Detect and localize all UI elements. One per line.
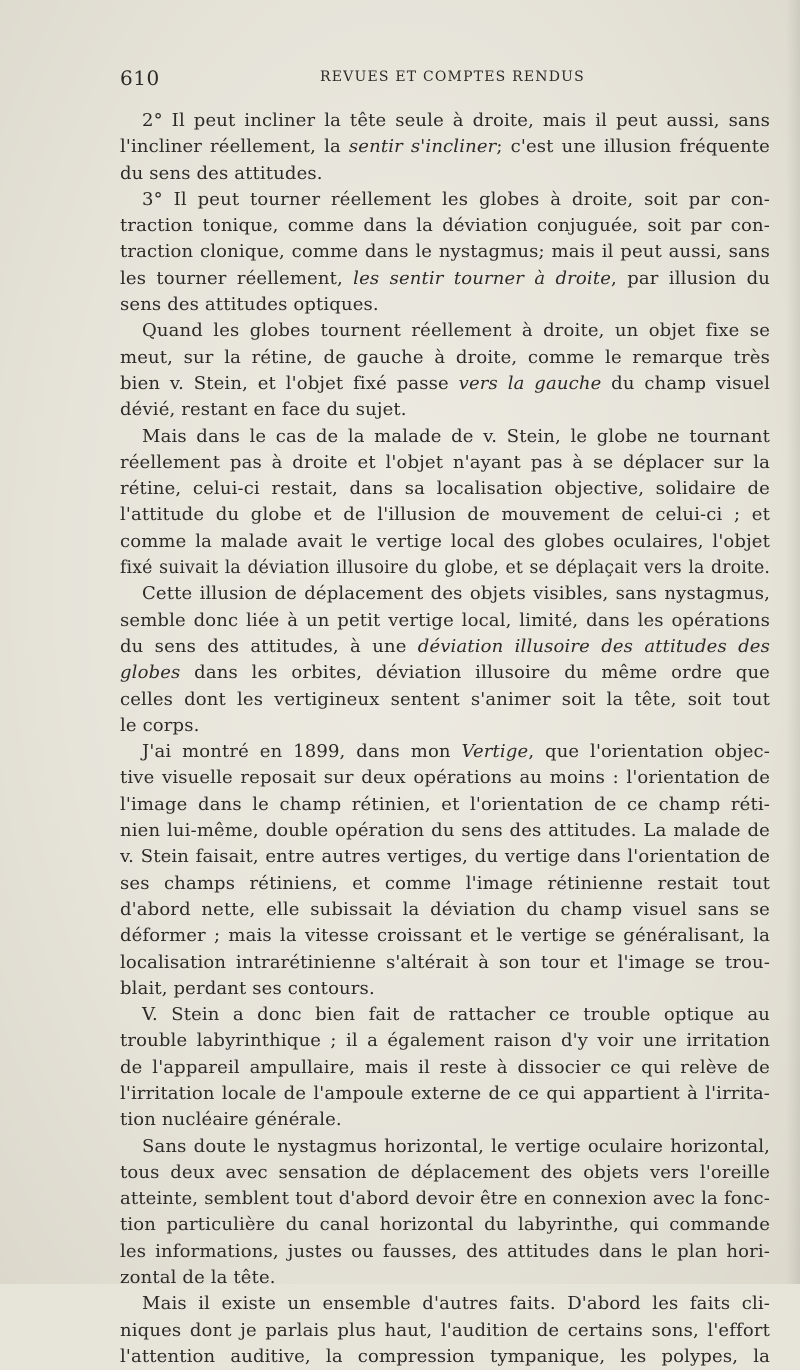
text-line: d'abord nette, elle subissait la déviation du champ visuel sans se	[120, 898, 770, 920]
text-line: traction clonique, comme dans le nystagmus; mais il peut aussi, sans	[120, 241, 770, 263]
text-line: Cette illusion de déplacement des objets visibles, sans nystagmus,	[142, 583, 770, 605]
page-header	[120, 66, 770, 92]
text-line: de l'appareil ampullaire, mais il reste à dissocier ce qui relève de	[120, 1056, 770, 1078]
text-line: du sens des attitudes.	[120, 162, 323, 184]
text-line: le corps.	[120, 714, 200, 736]
text-line: bien v. Stein, et l'objet fixé passe vers la gauche du champ visuel	[120, 372, 770, 394]
text-line: du sens des attitudes, à une déviation illusoire des attitudes des	[120, 635, 770, 657]
text-line: meut, sur la rétine, de gauche à droite, comme le remarque très	[120, 346, 770, 368]
italic-phrase: globes	[120, 662, 181, 684]
text-line: tive visuelle reposait sur deux opérations au moins : l'orientation de	[120, 767, 770, 789]
text-line: l'attitude du globe et de l'illusion de mouvement de celui-ci ; et	[120, 504, 770, 526]
text-line: l'image dans le champ rétinien, et l'orientation de ce champ réti-	[120, 793, 770, 815]
text-line: déformer ; mais la vitesse croissant et le vertige se généralisant, la	[120, 925, 770, 947]
text-line: localisation intrarétinienne s'altérait à son tour et l'image se trou-	[120, 951, 770, 973]
text-line: réellement pas à droite et l'objet n'ayant pas à se déplacer sur la	[120, 451, 770, 473]
text-line: niques dont je parlais plus haut, l'audition de certains sons, l'effort	[120, 1319, 770, 1341]
text-line: les informations, justes ou fausses, des attitudes dans le plan hori-	[120, 1240, 770, 1262]
text-line: zontal de la tête.	[120, 1267, 276, 1289]
text-line: J'ai montré en 1899, dans mon Vertige, que l'orientation objec-	[142, 741, 771, 763]
text-line: atteinte, semblent tout d'abord devoir être en connexion avec la fonc-	[120, 1188, 770, 1210]
italic-phrase: vers la gauche	[458, 372, 602, 394]
running-head: REVUES ET COMPTES RENDUS	[320, 69, 585, 85]
italic-phrase: déviation illusoire des attitudes des	[417, 635, 770, 657]
text-line: rétine, celui-ci restait, dans sa localisation objective, solidaire de	[120, 478, 770, 500]
text-line: 3° Il peut tourner réellement les globes à droite, soit par con-	[142, 188, 770, 210]
text-line: v. Stein faisait, entre autres vertiges, du vertige dans l'orientation de	[120, 846, 770, 868]
text-line: ses champs rétiniens, et comme l'image rétinienne restait tout	[120, 872, 770, 894]
text-line: V. Stein a donc bien fait de rattacher ce trouble optique au	[142, 1004, 770, 1026]
text-line: Mais dans le cas de la malade de v. Stein, le globe ne tournant	[142, 425, 770, 447]
page-number: 610	[120, 66, 160, 90]
text-line: Sans doute le nystagmus horizontal, le vertige oculaire horizontal,	[142, 1135, 770, 1157]
text-line: semble donc liée à un petit vertige local, limité, dans les opérations	[120, 609, 770, 631]
text-line: blait, perdant ses contours.	[120, 977, 375, 999]
text-line: globes dans les orbites, déviation illusoire du même ordre que	[120, 662, 770, 684]
text-line: celles dont les vertigineux sentent s'animer soit la tête, soit tout	[120, 688, 770, 710]
italic-phrase: les sentir tourner à droite	[353, 267, 612, 289]
italic-phrase: sentir s'incliner	[348, 136, 497, 158]
page-edge-shadow	[786, 0, 800, 1284]
text-line: Quand les globes tournent réellement à droite, un objet fixe se	[142, 320, 770, 342]
italic-phrase: Vertige	[461, 741, 529, 763]
text-line: Mais il existe un ensemble d'autres faits. D'abord les faits cli-	[142, 1293, 770, 1315]
text-line: traction tonique, comme dans la déviation conjuguée, soit par con-	[120, 215, 770, 237]
text-line: trouble labyrinthique ; il a également raison d'y voir une irritation	[120, 1030, 770, 1052]
text-line: l'incliner réellement, la sentir s'incliner; c'est une illusion fréquente	[120, 136, 770, 158]
text-line: tion nucléaire générale.	[120, 1109, 342, 1131]
text-line: comme la malade avait le vertige local des globes oculaires, l'objet	[120, 530, 770, 552]
text-line: les tourner réellement, les sentir tourner à droite, par illusion du	[120, 267, 771, 289]
text-line: tous deux avec sensation de déplacement des objets vers l'oreille	[120, 1161, 770, 1183]
text-line: l'irritation locale de l'ampoule externe de ce qui appartient à l'irrita-	[120, 1082, 770, 1104]
text-line: nien lui-même, double opération du sens des attitudes. La malade de	[120, 820, 770, 842]
text-line: 2° Il peut incliner la tête seule à droite, mais il peut aussi, sans	[142, 110, 770, 131]
text-line: tion particulière du canal horizontal du labyrinthe, qui commande	[120, 1214, 770, 1236]
text-line: fixé suivait la déviation illusoire du globe, et se déplaçait vers la droite.	[120, 558, 770, 579]
text-line: dévié, restant en face du sujet.	[120, 399, 407, 421]
body-text	[120, 108, 770, 1370]
text-line: l'attention auditive, la compression tympanique, les polypes, la	[120, 1345, 770, 1367]
text-line: sens des attitudes optiques.	[120, 294, 379, 316]
